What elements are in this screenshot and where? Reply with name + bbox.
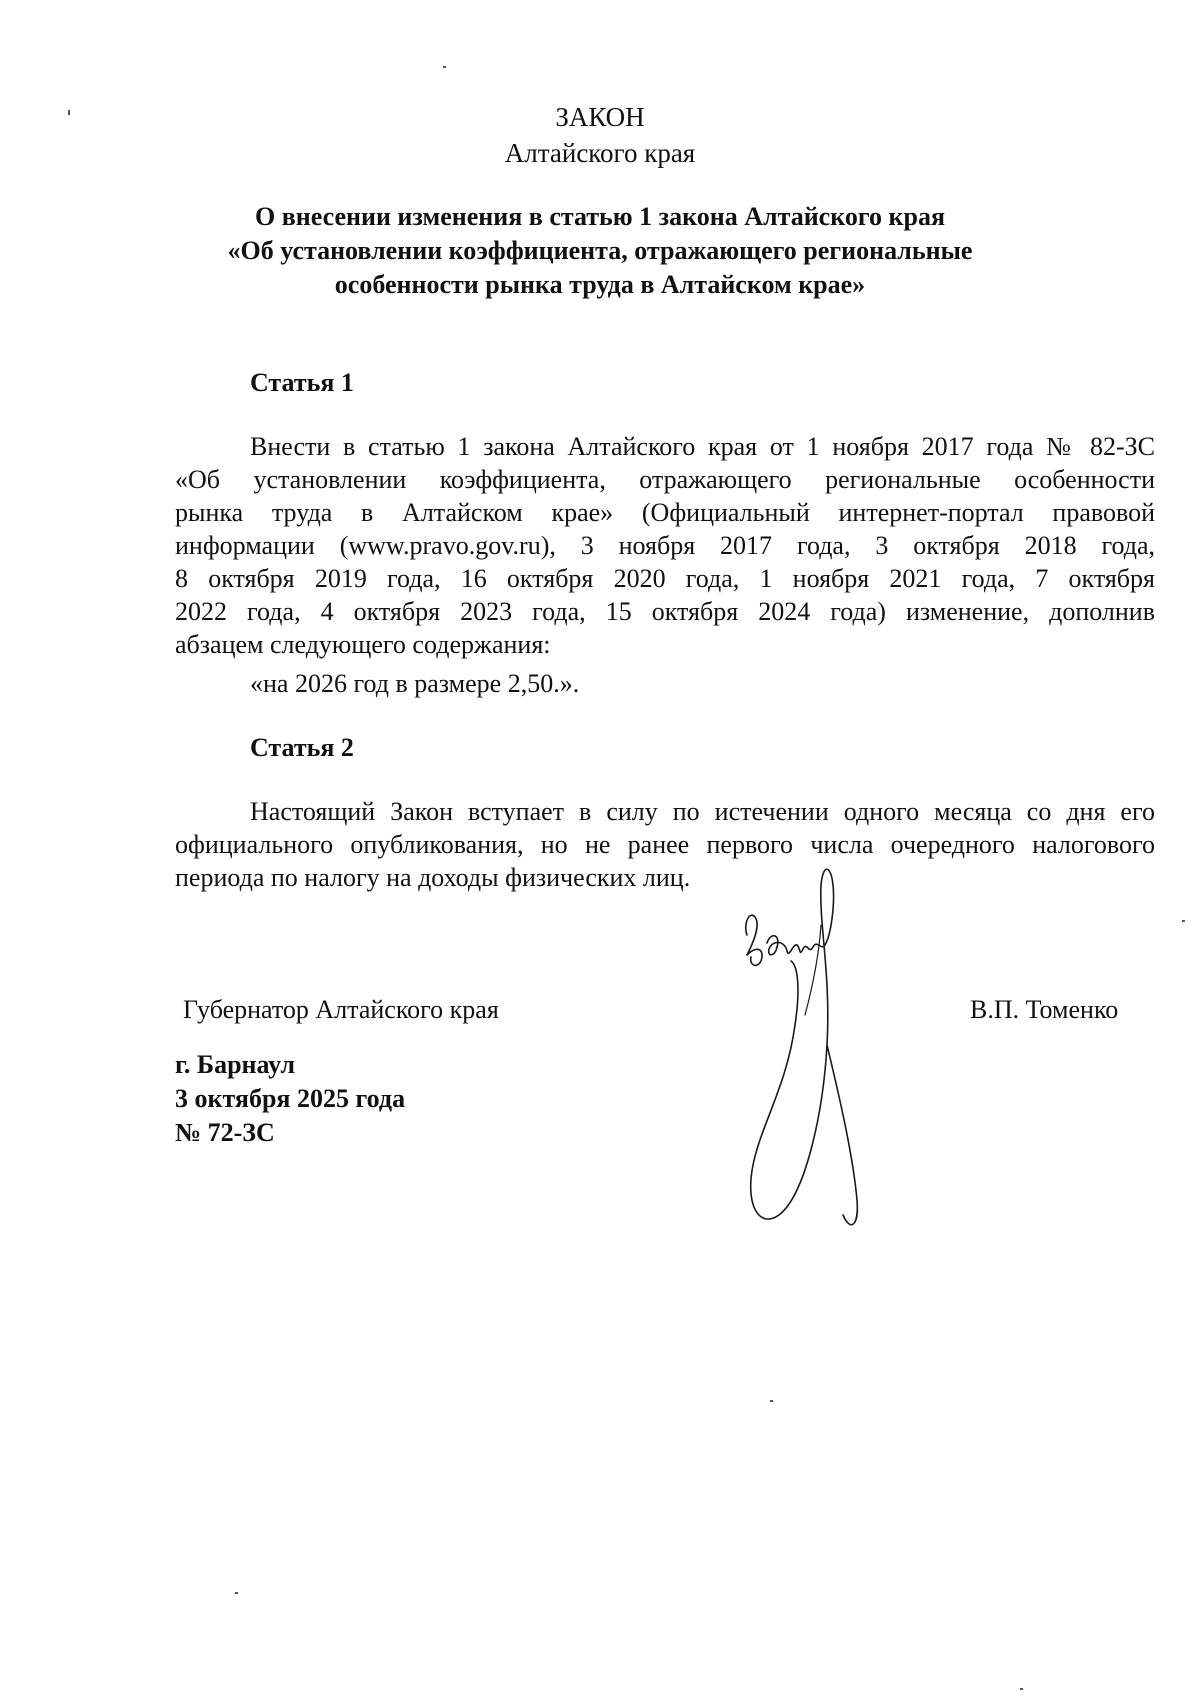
scan-speck xyxy=(1182,920,1185,922)
scan-speck xyxy=(68,110,70,115)
article-1-line: информации (www.pravo.gov.ru), 3 ноября 2017 года, 3 октября 2018 года, xyxy=(175,531,1155,560)
article-1-text xyxy=(175,430,1155,661)
document-region: Алтайского края xyxy=(504,138,696,168)
scan-speck xyxy=(770,1400,773,1402)
article-2-line: периода по налогу на доходы физических лиц. xyxy=(175,863,691,892)
article-1-line: Внести в статью 1 закона Алтайского края от 1 ноября 2017 года № 82-ЗС xyxy=(250,432,1155,461)
article-2-line: официального опубликования, но не ранее первого числа очередного налогового xyxy=(175,830,1155,859)
signing-city: г. Барнаул xyxy=(175,1050,296,1079)
title-line: О внесении изменения в статью 1 закона Алтайского края xyxy=(254,202,946,231)
article-1-heading: Статья 1 xyxy=(250,368,354,397)
signing-details xyxy=(175,1048,405,1150)
governor-title: Губернатор Алтайского края xyxy=(183,995,499,1024)
title-line: «Об установлении коэффициента, отражающего региональные xyxy=(227,236,973,265)
document-type: ЗАКОН xyxy=(555,102,645,132)
document-title xyxy=(0,200,1200,302)
article-2-heading: Статья 2 xyxy=(250,733,354,762)
scan-speck xyxy=(235,1592,238,1594)
signing-date: 3 октября 2025 года xyxy=(175,1084,406,1113)
scan-speck xyxy=(443,66,446,68)
article-1-line: рынка труда в Алтайском крае» (Официальный интернет-портал правовой xyxy=(175,498,1155,527)
article-1-line: «Об установлении коэффициента, отражающего региональные особенности xyxy=(175,465,1155,494)
article-1-line: абзацем следующего содержания: xyxy=(175,630,551,659)
governor-name: В.П. Томенко xyxy=(970,995,1119,1024)
scan-speck xyxy=(1020,1688,1023,1690)
article-1-quote: «на 2026 год в размере 2,50.». xyxy=(250,669,580,698)
article-1-line: 8 октября 2019 года, 16 октября 2020 года, 1 ноября 2021 года, 7 октября xyxy=(175,564,1155,593)
article-1-line: 2022 года, 4 октября 2023 года, 15 октября 2024 года) изменение, дополнив xyxy=(175,597,1155,626)
law-number: № 72-ЗС xyxy=(175,1118,275,1147)
handwritten-signature xyxy=(735,865,915,1235)
title-line: особенности рынка труда в Алтайском крае» xyxy=(334,270,866,299)
article-2-text xyxy=(175,795,1155,894)
article-2-line: Настоящий Закон вступает в силу по истечении одного месяца со дня его xyxy=(250,797,1155,826)
